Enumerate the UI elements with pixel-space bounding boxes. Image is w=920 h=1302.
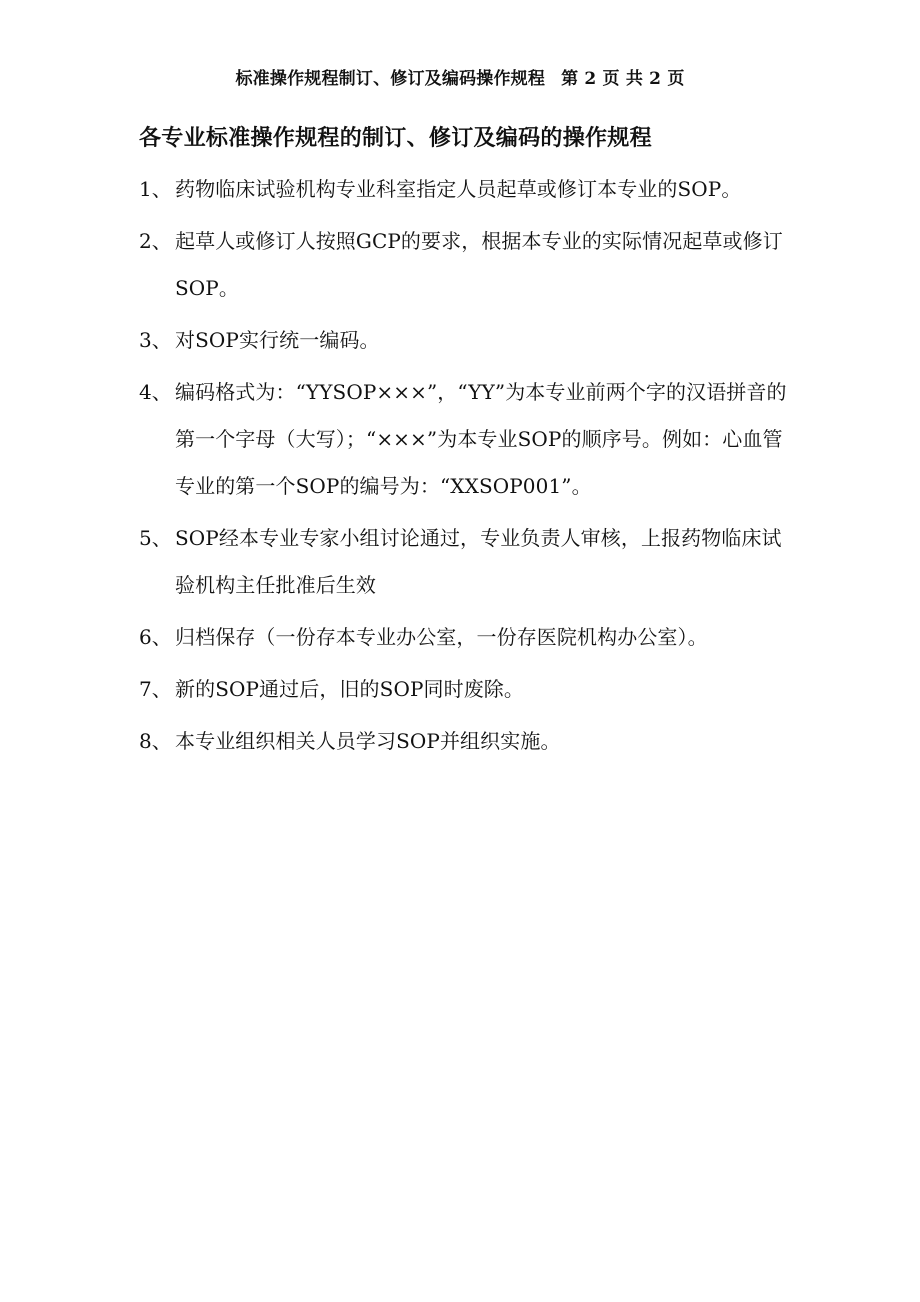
step-text: 起草人或修订人按照GCP的要求，根据本专业的实际情况起草或修订SOP。: [175, 229, 783, 300]
procedure-step: [139, 614, 799, 661]
procedure-step: [139, 718, 799, 765]
step-number: 8、: [139, 729, 172, 753]
step-text: SOP经本专业专家小组讨论通过，专业负责人审核，上报药物临床试验机构主任批准后生效: [175, 526, 782, 597]
header-document-name: 标准操作规程制订、修订及编码操作规程: [235, 69, 546, 89]
step-text: 本专业组织相关人员学习SOP并组织实施。: [175, 729, 561, 753]
step-number: 2、: [139, 229, 172, 253]
step-text: 药物临床试验机构专业科室指定人员起草或修订本专业的SOP。: [175, 177, 742, 201]
step-text: 新的SOP通过后，旧的SOP同时废除。: [175, 677, 525, 701]
step-number: 6、: [139, 625, 172, 649]
header-page-number: 第 2 页 共 2 页: [561, 69, 685, 89]
step-number: 3、: [139, 328, 172, 352]
procedure-step: [139, 515, 799, 609]
step-number: 4、: [139, 380, 172, 404]
procedure-step: [139, 666, 799, 713]
running-header: [0, 64, 920, 89]
procedure-steps-list: [139, 166, 799, 770]
step-text: 对SOP实行统一编码。: [175, 328, 380, 352]
step-number: 5、: [139, 526, 172, 550]
step-number: 1、: [139, 177, 172, 201]
procedure-step: [139, 369, 799, 510]
step-text: 编码格式为：“YYSOP×××”，“YY”为本专业前两个字的汉语拼音的第一个字母（大写）；“×××”为本专业SOP的顺序号。例如：心血管专业的第一个SOP的编号为：“XXSOP001”。: [175, 380, 787, 498]
procedure-step: [139, 218, 799, 312]
document-title: 各专业标准操作规程的制订、修订及编码的操作规程: [139, 125, 652, 151]
procedure-step: [139, 166, 799, 213]
procedure-step: [139, 317, 799, 364]
step-text: 归档保存（一份存本专业办公室，一份存医院机构办公室）。: [175, 625, 708, 649]
step-number: 7、: [139, 677, 172, 701]
